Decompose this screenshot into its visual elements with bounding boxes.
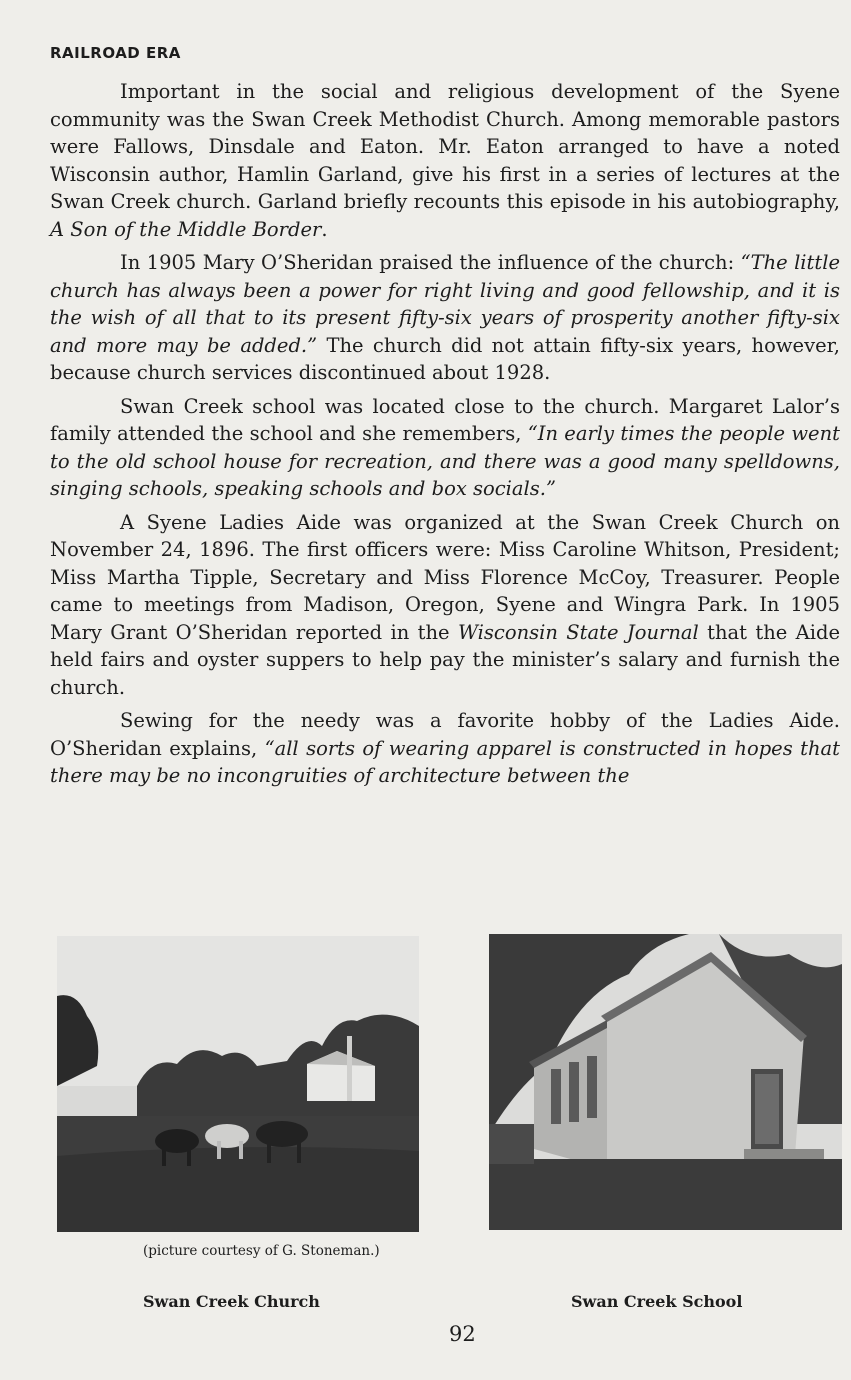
italic-run: “In early times the people went to the old school house for recreation, and there was a good many spelldowns, singing schools, speaking schools and box socials.”	[50, 422, 840, 500]
text-run: .	[321, 217, 328, 241]
body-text	[50, 78, 840, 796]
text-run: The church did not attain fifty-six years, however, because church services discontinued about 1928.	[50, 333, 840, 384]
text-run: Sewing for the needy was a favorite hobby of the Ladies Aide. O’Sheridan explains,	[50, 709, 840, 760]
italic-run: “all sorts of wearing apparel is constructed in hopes that there may be no incongruities of architecture between the	[50, 736, 840, 787]
text-run: In 1905 Mary O’Sheridan praised the influence of the church:	[120, 251, 741, 274]
paragraph	[50, 249, 840, 387]
paragraph	[50, 78, 840, 243]
italic-run: Wisconsin State Journal	[457, 620, 699, 644]
church-caption: Swan Creek Church	[143, 1292, 320, 1311]
text-run: A Syene Ladies Aide was organized at the Swan Creek Church on November 24, 1896. The first officers were: Miss Caroline Whitson, President; Miss Martha Tipple, Secretary and Miss Florence McCoy, Treasurer. People came to meetings from Madison, Oregon, Syene and Wingra Park. In 1905 Mary Grant O’Sheridan reported in the	[50, 510, 840, 644]
school-caption: Swan Creek School	[571, 1292, 743, 1311]
paragraph	[50, 393, 840, 503]
swan-creek-school-photo	[489, 934, 842, 1230]
swan-creek-church-photo	[57, 936, 419, 1232]
italic-run: A Son of the Middle Border	[50, 217, 322, 241]
paragraph	[50, 509, 840, 702]
paragraph	[50, 707, 840, 790]
page-number: 92	[449, 1322, 476, 1346]
text-run: Swan Creek school was located close to the church. Margaret Lalor’s family attended the school and she remembers,	[50, 394, 840, 445]
text-run: Important in the social and religious development of the Syene community was the Swan Creek Methodist Church. Among memorable pastors were Fallows, Dinsdale and Eaton. Mr. Eaton arranged to have a noted Wisconsin author, Hamlin Garland, give his first in a series of lectures at the Swan Creek church. Garland briefly recounts this episode in his autobiography,	[50, 80, 840, 213]
italic-run: “The little church has always been a power for right living and good fellowship, and it is the wish of all that to its present fifty-six years of prosperity another fifty-six and more may be added.”	[50, 251, 840, 357]
running-header: RAILROAD ERA	[50, 44, 181, 62]
photo-credit: (picture courtesy of G. Stoneman.)	[143, 1243, 380, 1259]
text-run: that the Aide held fairs and oyster suppers to help pay the minister’s salary and furnish the church.	[50, 620, 841, 699]
